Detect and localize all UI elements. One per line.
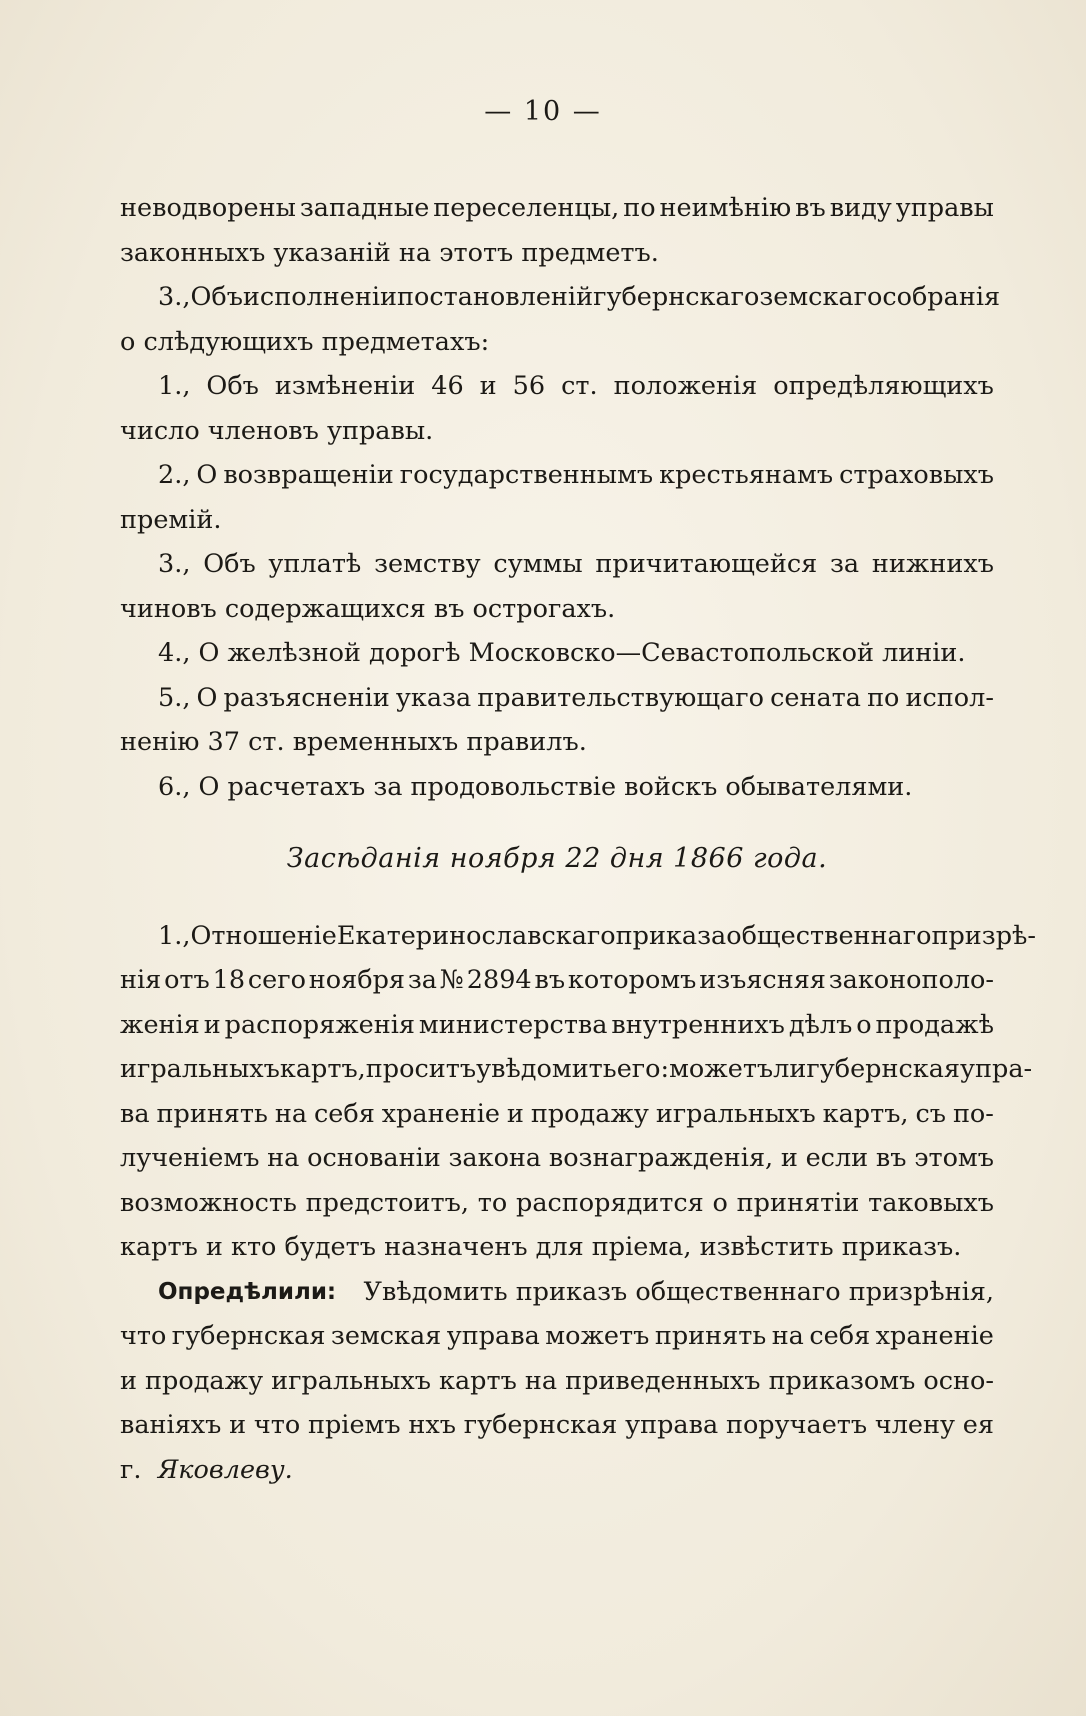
- text-line: 3., Объ исполненіи постановленій губернскаго земскаго собранія: [158, 282, 1001, 312]
- text-line: ваніяхъ и что пріемъ нхъ губернская управа поручаетъ члену ея: [120, 1410, 994, 1440]
- text-line: нія отъ 18 сего ноября за № 2894 въ которомъ изъясняя законополо-: [120, 965, 994, 995]
- text-line: женія и распоряженія министерства внутреннихъ дѣлъ о продажѣ: [120, 1009, 994, 1040]
- text-line: лученіемъ на основаніи закона вознагражденія, и если въ этомъ: [120, 1143, 994, 1173]
- resolution-label: Опредѣлили:: [158, 1278, 337, 1305]
- resolution-name: Яковлеву.: [157, 1454, 293, 1485]
- text-line: о слѣдующихъ предметахъ:: [120, 326, 490, 357]
- text-line: число членовъ управы.: [120, 415, 434, 446]
- text-line: ненію 37 ст. временныхъ правилъ.: [120, 727, 587, 757]
- text-line: 2., О возвращеніи государственнымъ крестьянамъ страховыхъ: [158, 460, 994, 490]
- text-line: картъ и кто будетъ назначенъ для пріема, извѣстить приказъ.: [120, 1232, 962, 1262]
- text-line: законныхъ указаній на этотъ предметъ.: [120, 237, 659, 268]
- text-line: премій.: [120, 504, 222, 535]
- text-line: 4., О желѣзной дорогѣ Московско—Севастопольской линіи.: [158, 638, 966, 668]
- text-line: возможность предстоитъ, то распорядится о принятіи таковыхъ: [120, 1187, 994, 1218]
- resolution-line: [120, 1270, 994, 1315]
- resolution-last-line: [120, 1448, 994, 1493]
- resolution-prefix: г.: [120, 1454, 142, 1485]
- text-line: 5., О разъясненіи указа правительствующаго сената по испол-: [158, 682, 994, 713]
- text-line: 1., Отношеніе Екатеринославскаго приказа общественнаго призрѣ-: [158, 920, 1037, 951]
- text-line: игральныхъ картъ, проситъ увѣдомить его: можетъли губернская упра-: [120, 1054, 1033, 1084]
- text-line: что губернская земская управа можетъ принять на себя храненіе: [120, 1321, 994, 1351]
- text-line: 6., О расчетахъ за продовольствіе войскъ обывателями.: [158, 771, 913, 802]
- text-line: ва принять на себя храненіе и продажу игральныхъ картъ, съ по-: [120, 1098, 994, 1129]
- text-line: 3., Объ уплатѣ земству суммы причитающейся за нижнихъ: [158, 549, 994, 579]
- body-text: [120, 186, 1037, 1492]
- resolution-text: Увѣдомить приказъ общественнаго призрѣнія,: [363, 1276, 994, 1307]
- text-line: 1., Объ измѣненіи 46 и 56 ст. положенія опредѣляющихъ: [158, 371, 994, 401]
- text-line: и продажу игральныхъ картъ на приведенныхъ приказомъ осно-: [120, 1365, 994, 1396]
- session-heading: Засѣданія ноября 22 дня 1866 года.: [286, 843, 828, 874]
- text-line: неводворены западные переселенцы, по неимѣнію въ виду управы: [120, 193, 994, 223]
- text-line: чиновъ содержащихся въ острогахъ.: [120, 593, 616, 624]
- page-number: — 10 —: [484, 96, 602, 127]
